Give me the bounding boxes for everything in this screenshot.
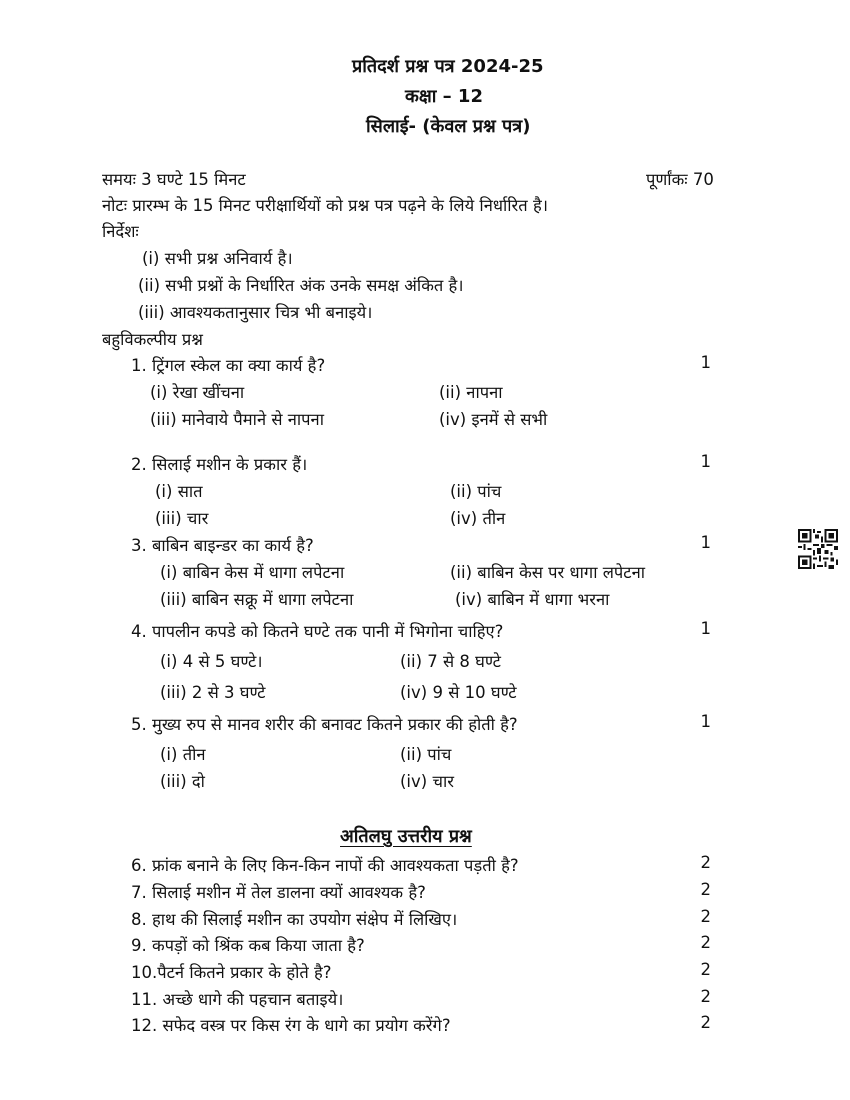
question-text: 9. कपड़ों को श्रिंक कब किया जाता है? [131, 936, 365, 955]
option: (iii) 2 से 3 घण्टे [160, 683, 266, 702]
option: (ii) बाबिन केस पर धागा लपेटना [450, 563, 646, 582]
total-marks: पूर्णांकः 70 [646, 170, 714, 189]
qr-code-icon [798, 529, 838, 569]
instructions-heading: निर्देशः [102, 222, 139, 241]
question-text: 5. मुख्य रुप से मानव शरीर की बनावट कितने प्रकार की होती है? [131, 715, 518, 734]
question-text: 8. हाथ की सिलाई मशीन का उपयोग संक्षेप में लिखिए। [131, 910, 458, 929]
question-text: 6. फ्रांक बनाने के लिए किन-किन नापों की आवश्यकता पड़ती है? [131, 856, 519, 875]
option: (iv) बाबिन में धागा भरना [455, 590, 610, 609]
class-label: कक्षा – 12 [405, 86, 483, 107]
instruction-item: (iii) आवश्यकतानुसार चित्र भी बनाइये। [138, 303, 373, 322]
question-text: 7. सिलाई मशीन में तेल डालना क्यों आवश्यक है? [131, 883, 426, 902]
option: (i) रेखा खींचना [150, 383, 245, 402]
option: (iii) बाबिन सक्रू में धागा लपेटना [160, 590, 354, 609]
question-text: 11. अच्छे धागे की पहचान बताइये। [131, 990, 344, 1009]
option: (i) 4 से 5 घण्टे। [160, 652, 263, 671]
question-text: 2. सिलाई मशीन के प्रकार हैं। [131, 455, 308, 474]
option: (iv) चार [400, 772, 454, 791]
question-marks: 2 [700, 880, 711, 899]
mcq-heading: बहुविकल्पीय प्रश्न [102, 330, 203, 349]
option: (i) तीन [160, 745, 206, 764]
subject-label: सिलाई- (केवल प्रश्न पत्र) [366, 116, 531, 137]
question-marks: 2 [700, 987, 711, 1006]
question-marks: 2 [700, 960, 711, 979]
option: (iv) 9 से 10 घण्टे [400, 683, 517, 702]
question-text: 12. सफेद वस्त्र पर किस रंग के धागे का प्रयोग करेंगे? [131, 1016, 451, 1035]
option: (iii) चार [155, 509, 209, 528]
option: (iii) दो [160, 772, 205, 791]
question-marks: 2 [700, 907, 711, 926]
question-marks: 1 [700, 619, 711, 638]
question-marks: 1 [700, 452, 711, 471]
option: (iv) तीन [450, 509, 506, 528]
time-label: समयः 3 घण्टे 15 मिनट [102, 170, 246, 189]
option: (iii) मानेवाये पैमाने से नापना [150, 410, 324, 429]
short-answer-heading: अतिलघु उत्तरीय प्रश्न [340, 826, 472, 847]
option: (i) बाबिन केस में धागा लपेटना [160, 563, 345, 582]
option: (ii) पांच [450, 482, 502, 501]
question-text: 4. पापलीन कपडे को कितने घण्टे तक पानी में भिगोना चाहिए? [131, 622, 504, 641]
option: (i) सात [155, 482, 203, 501]
option: (ii) 7 से 8 घण्टे [400, 652, 501, 671]
question-marks: 2 [700, 933, 711, 952]
question-text: 3. बाबिन बाइन्डर का कार्य है? [131, 536, 314, 555]
question-text: 1. ट्रिंगल स्केल का क्या कार्य है? [131, 356, 326, 375]
question-marks: 1 [700, 712, 711, 731]
instruction-item: (i) सभी प्रश्न अनिवार्य है। [142, 249, 293, 268]
question-text: 10.पैटर्न कितने प्रकार के होते है? [131, 963, 332, 982]
instruction-item: (ii) सभी प्रश्नों के निर्धारित अंक उनके समक्ष अंकित है। [138, 276, 464, 295]
question-marks: 2 [700, 853, 711, 872]
question-marks: 2 [700, 1013, 711, 1032]
option: (ii) नापना [439, 383, 503, 402]
question-marks: 1 [700, 533, 711, 552]
option: (iv) इनमें से सभी [439, 410, 548, 429]
note: नोटः प्रारम्भ के 15 मिनट परीक्षार्थियों को प्रश्न पत्र पढ़ने के लिये निर्धारित है। [102, 196, 548, 215]
option: (ii) पांच [400, 745, 452, 764]
question-marks: 1 [700, 353, 711, 372]
paper-title: प्रतिदर्श प्रश्न पत्र 2024-25 [352, 56, 544, 77]
